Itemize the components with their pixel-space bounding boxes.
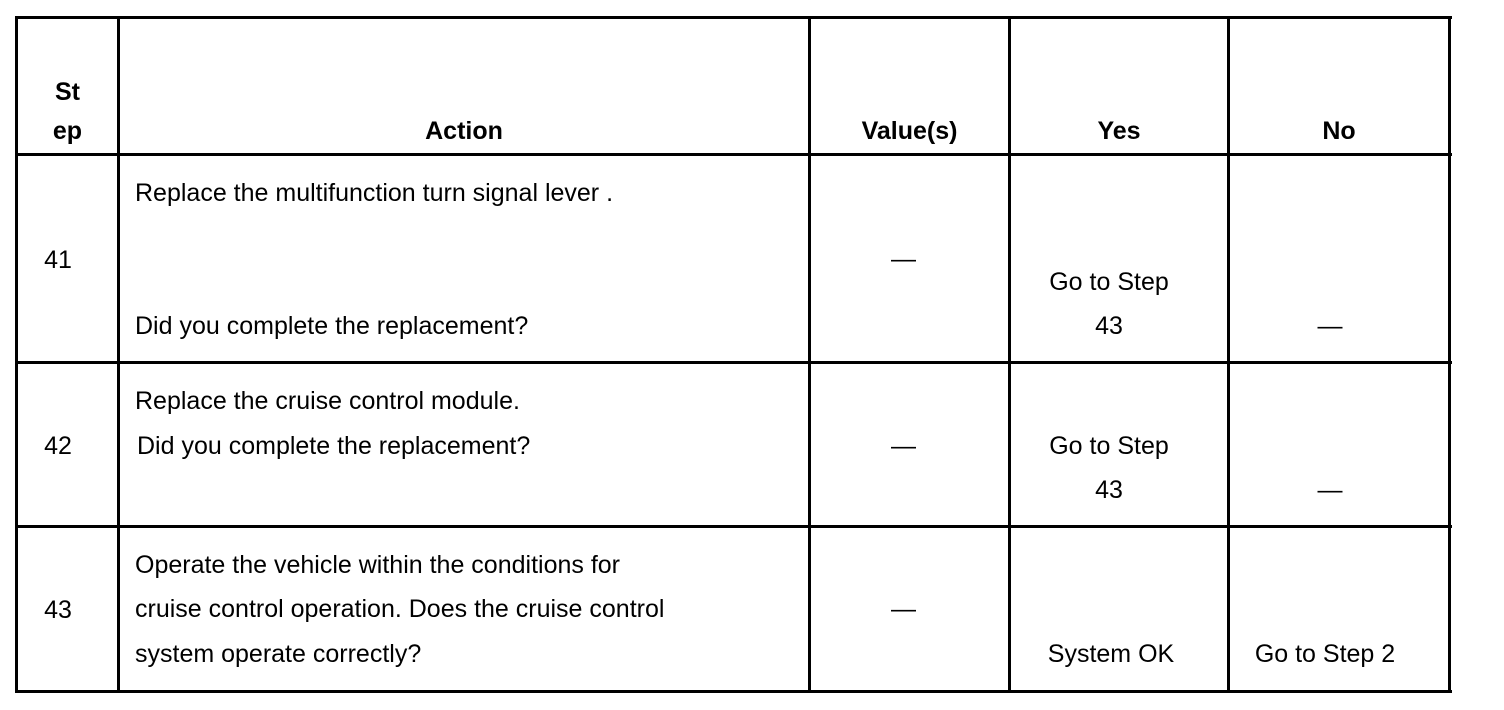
value-cell: — bbox=[891, 595, 916, 623]
yes-cell: System OK bbox=[1047, 640, 1175, 668]
action-text: system operate correctly? bbox=[135, 640, 422, 668]
header-no: No bbox=[1322, 117, 1356, 145]
header-values: Value(s) bbox=[861, 117, 958, 145]
no-cell: — bbox=[1317, 312, 1343, 340]
value-cell: — bbox=[891, 432, 916, 460]
action-text: Did you complete the replacement? bbox=[135, 312, 529, 340]
table-border-right bbox=[1448, 16, 1451, 693]
yes-cell: 43 bbox=[1095, 476, 1123, 504]
step-number: 41 bbox=[44, 246, 72, 274]
step-number: 42 bbox=[44, 432, 72, 460]
header-step-line1: St bbox=[55, 78, 80, 106]
action-text: Operate the vehicle within the conditions for bbox=[135, 551, 620, 579]
no-cell: — bbox=[1317, 476, 1343, 504]
action-text: Did you complete the replacement? bbox=[137, 432, 531, 460]
header-step-line2: ep bbox=[52, 117, 83, 145]
header-action: Action bbox=[425, 117, 503, 145]
table-border-top bbox=[16, 16, 1452, 19]
row-divider bbox=[16, 361, 1452, 364]
action-text: Replace the multifunction turn signal lever . bbox=[135, 179, 614, 207]
table-border-bottom bbox=[16, 690, 1452, 693]
value-cell: — bbox=[891, 245, 916, 273]
row-divider bbox=[16, 525, 1452, 528]
yes-cell: Go to Step bbox=[1049, 268, 1169, 296]
header-yes: Yes bbox=[1097, 117, 1141, 145]
action-text: cruise control operation. Does the cruise control bbox=[135, 595, 665, 623]
yes-cell: Go to Step bbox=[1049, 432, 1169, 460]
step-number: 43 bbox=[44, 596, 72, 624]
yes-cell: 43 bbox=[1095, 312, 1123, 340]
no-cell: Go to Step 2 bbox=[1254, 640, 1396, 668]
action-text: Replace the cruise control module. bbox=[135, 387, 520, 415]
row-divider bbox=[16, 153, 1452, 156]
